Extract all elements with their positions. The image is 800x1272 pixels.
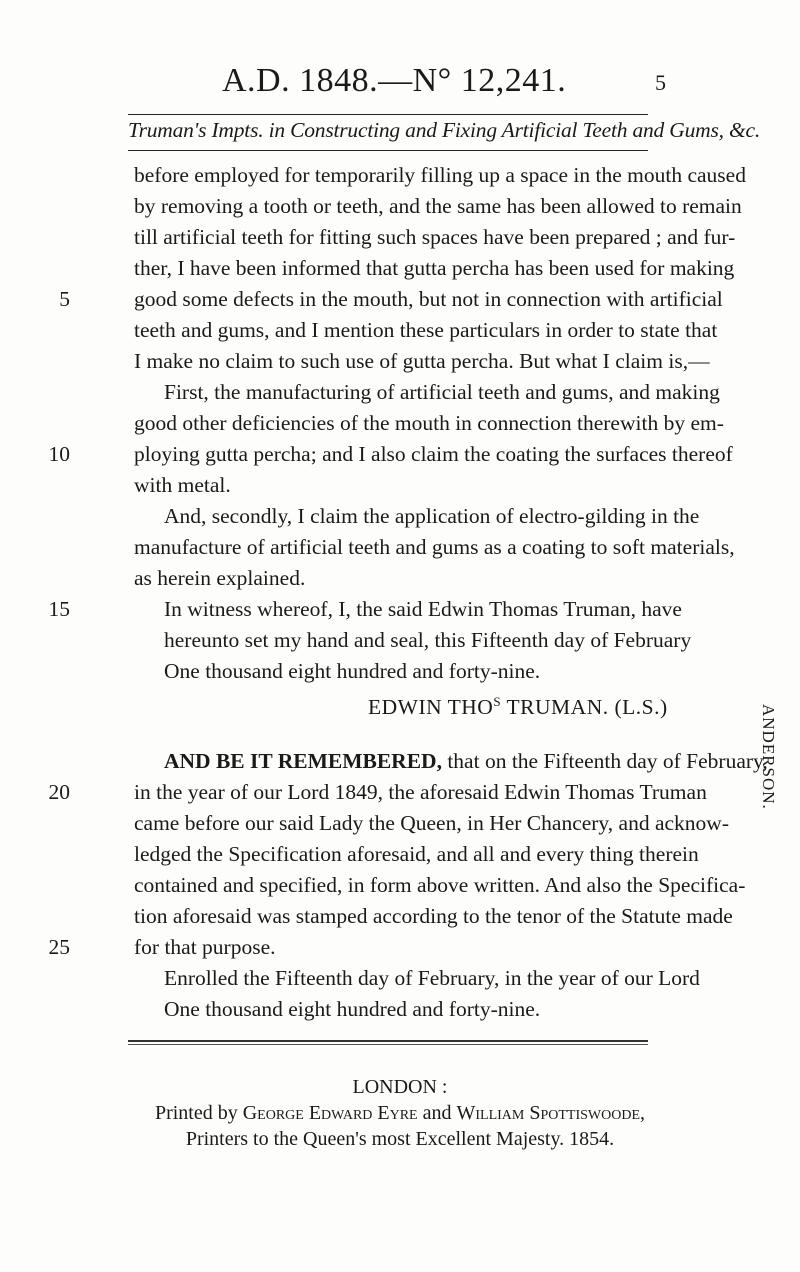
margin-note-text: ANDERSON. xyxy=(759,704,778,810)
body-line: till artificial teeth for fitting such spaces have been prepared ; and fur- xyxy=(134,225,736,249)
body-line: ther, I have been informed that gutta percha has been used for making xyxy=(134,256,735,280)
body-line: good some defects in the mouth, but not in connection with artificial xyxy=(134,287,723,311)
line-number: 25 xyxy=(48,935,70,959)
body-line: hereunto set my hand and seal, this Fifteenth day of February xyxy=(164,628,692,652)
line-number: 5 xyxy=(59,287,70,311)
page-title: A.D. 1848.—N° 12,241. xyxy=(222,62,567,99)
body-line: before employed for temporarily filling up a space in the mouth caused xyxy=(134,163,746,187)
footer-rule xyxy=(128,1040,648,1045)
body-line: contained and specified, in form above written. And also the Specifica- xyxy=(134,873,746,897)
body-line: One thousand eight hundred and forty-nine. xyxy=(164,659,541,683)
imprint-line-2: Printers to the Queen's most Excellent Majesty. 1854. xyxy=(185,1128,615,1150)
body-line: came before our said Lady the Queen, in Her Chancery, and acknow- xyxy=(134,811,729,835)
seal-mark: (L.S.) xyxy=(614,695,668,720)
line-number: 20 xyxy=(48,780,70,804)
line-number: 15 xyxy=(48,597,70,621)
body-line: In witness whereof, I, the said Edwin Thomas Truman, have xyxy=(164,597,682,621)
body-line: for that purpose. xyxy=(134,935,276,959)
printer-name: William Spottiswoode, xyxy=(456,1102,646,1124)
body-line: ledged the Specification aforesaid, and all and every thing therein xyxy=(134,842,699,866)
body-line: AND BE IT REMEMBERED, that on the Fifteenth day of February, xyxy=(164,749,768,773)
page-number: 5 xyxy=(655,70,666,95)
body-line: good other deficiencies of the mouth in connection therewith by em- xyxy=(134,411,724,435)
body-line: ploying gutta percha; and I also claim the coating the surfaces thereof xyxy=(134,442,733,466)
margin-note xyxy=(756,704,786,834)
page-header xyxy=(0,62,800,102)
body-line: by removing a tooth or teeth, and the same has been allowed to remain xyxy=(134,194,742,218)
body-line: I make no claim to such use of gutta percha. But what I claim is,— xyxy=(134,349,710,373)
imprint-city: LONDON : xyxy=(352,1076,448,1098)
body-line: with metal. xyxy=(134,473,231,497)
body-line: Enrolled the Fifteenth day of February, in the year of our Lord xyxy=(164,966,700,990)
signature-superscript: S xyxy=(493,694,502,709)
printer-name: George Edward Eyre xyxy=(242,1102,418,1124)
body-line: First, the manufacturing of artificial teeth and gums, and making xyxy=(164,380,720,404)
body-line: tion aforesaid was stamped according to the tenor of the Statute made xyxy=(134,904,733,928)
signature-surname: TRUMAN. xyxy=(506,695,609,720)
signature xyxy=(368,687,668,722)
body-line: in the year of our Lord 1849, the aforesaid Edwin Thomas Truman xyxy=(134,780,707,804)
body-line: as herein explained. xyxy=(134,566,306,590)
body-line: manufacture of artificial teeth and gums as a coating to soft materials, xyxy=(134,535,735,559)
body-line: And, secondly, I claim the application of electro-gilding in the xyxy=(164,504,700,528)
running-head: Truman's Impts. in Constructing and Fixing Artificial Teeth and Gums, &c. xyxy=(128,118,761,142)
body-line: teeth and gums, and I mention these particulars in order to state that xyxy=(134,318,718,342)
header-rule-bottom xyxy=(128,150,648,151)
imprint-printers: Printed by George Edward Eyre and William Spottiswoode, xyxy=(154,1102,646,1124)
remembered-lead: AND BE IT REMEMBERED, xyxy=(164,749,442,773)
body-line: One thousand eight hundred and forty-nine. xyxy=(164,997,541,1021)
line-number: 10 xyxy=(48,442,70,466)
header-rule-top xyxy=(128,114,648,115)
signature-name: EDWIN THO xyxy=(368,695,494,720)
